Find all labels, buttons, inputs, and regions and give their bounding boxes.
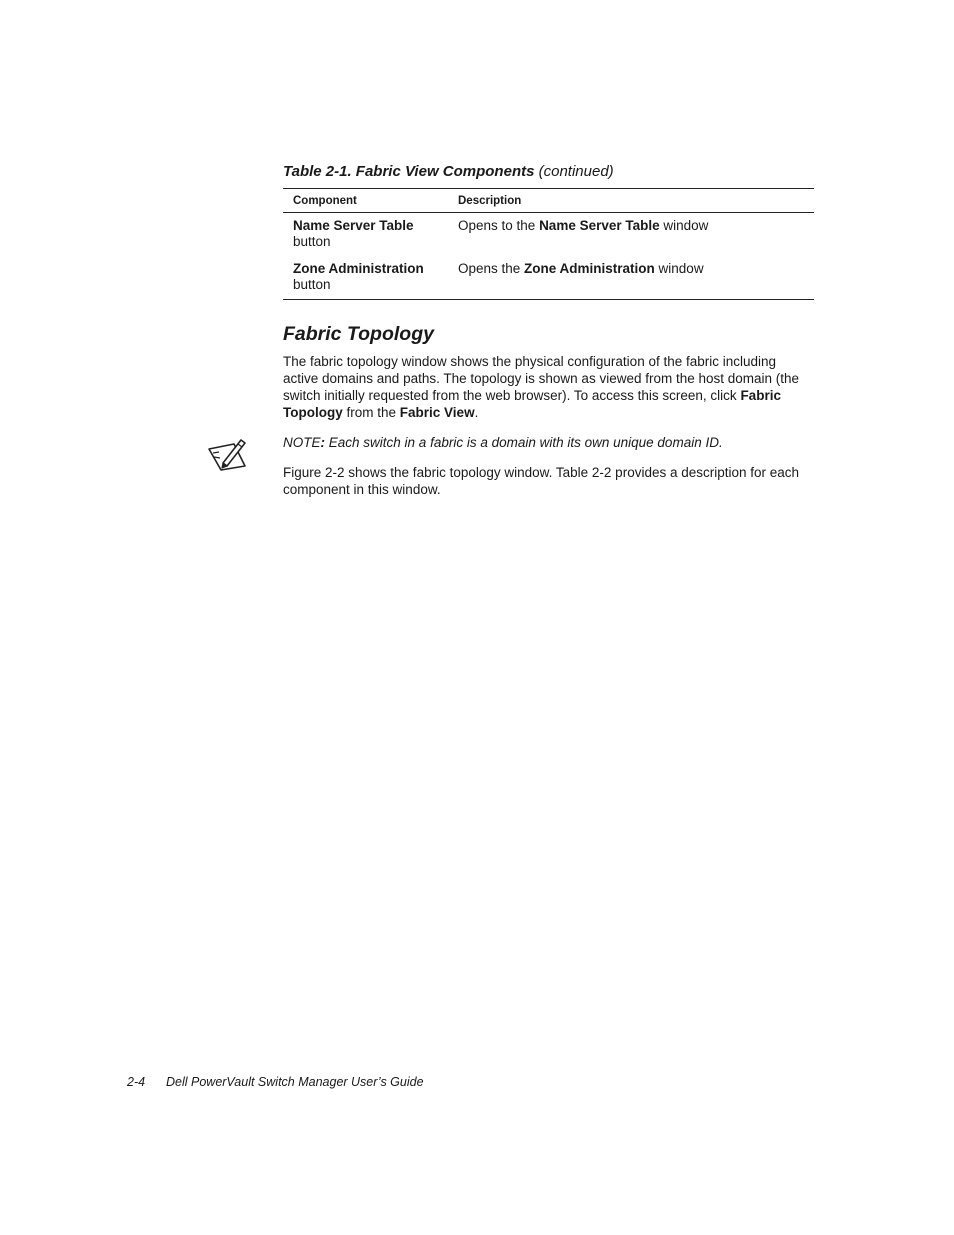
- paragraph-text: The fabric topology window shows the physical configuration of the fabric including active domains and paths. The topology is shown as viewed from the host domain (the switch initially requested from the web browser). To access this screen, click: [283, 354, 800, 403]
- document-title: Dell PowerVault Switch Manager User’s Guide: [166, 1075, 424, 1089]
- description-cell: [448, 256, 814, 300]
- note-body: Each switch in a fabric is a domain with its own unique domain ID.: [325, 435, 723, 450]
- paragraph-text-end: .: [474, 405, 479, 420]
- section-heading: Fabric Topology: [283, 323, 434, 345]
- description-prefix: Opens to the: [458, 218, 540, 233]
- component-type: button: [293, 277, 331, 292]
- note-colon: :: [320, 435, 326, 450]
- note-pencil-icon: [207, 436, 247, 474]
- table-row: [283, 213, 814, 257]
- body-paragraph: [283, 353, 813, 421]
- table-caption-label: Table 2-1. Fabric View Components: [283, 163, 535, 180]
- paragraph-bold-term: Fabric View: [399, 405, 475, 420]
- table-header-row: [283, 189, 814, 213]
- column-header-description: Description: [448, 189, 814, 213]
- description-bold: Zone Administration: [524, 261, 655, 276]
- component-name: Name Server Table: [293, 218, 414, 233]
- description-cell: [448, 213, 814, 257]
- description-suffix: window: [654, 261, 704, 276]
- description-suffix: window: [659, 218, 709, 233]
- table-caption-continued: (continued): [538, 163, 614, 180]
- description-prefix: Opens the: [458, 261, 525, 276]
- component-cell: [283, 256, 448, 300]
- column-header-component: Component: [283, 189, 448, 213]
- note-label: NOTE: [283, 435, 321, 450]
- component-name: Zone Administration: [293, 261, 424, 276]
- fabric-view-components-table: [283, 188, 814, 300]
- component-cell: [283, 213, 448, 257]
- component-type: button: [293, 234, 331, 249]
- page-number: 2-4: [127, 1075, 146, 1089]
- description-bold: Name Server Table: [539, 218, 660, 233]
- table-caption: [283, 163, 614, 180]
- body-paragraph: Figure 2-2 shows the fabric topology window. Table 2-2 provides a description for each component in this window.: [283, 465, 800, 497]
- paragraph-text-middle: from the: [342, 405, 400, 420]
- note-text: [283, 434, 813, 451]
- page-footer: [127, 1075, 424, 1089]
- table-row: [283, 256, 814, 300]
- paragraph-bold-term: Fabric Topology: [283, 388, 781, 420]
